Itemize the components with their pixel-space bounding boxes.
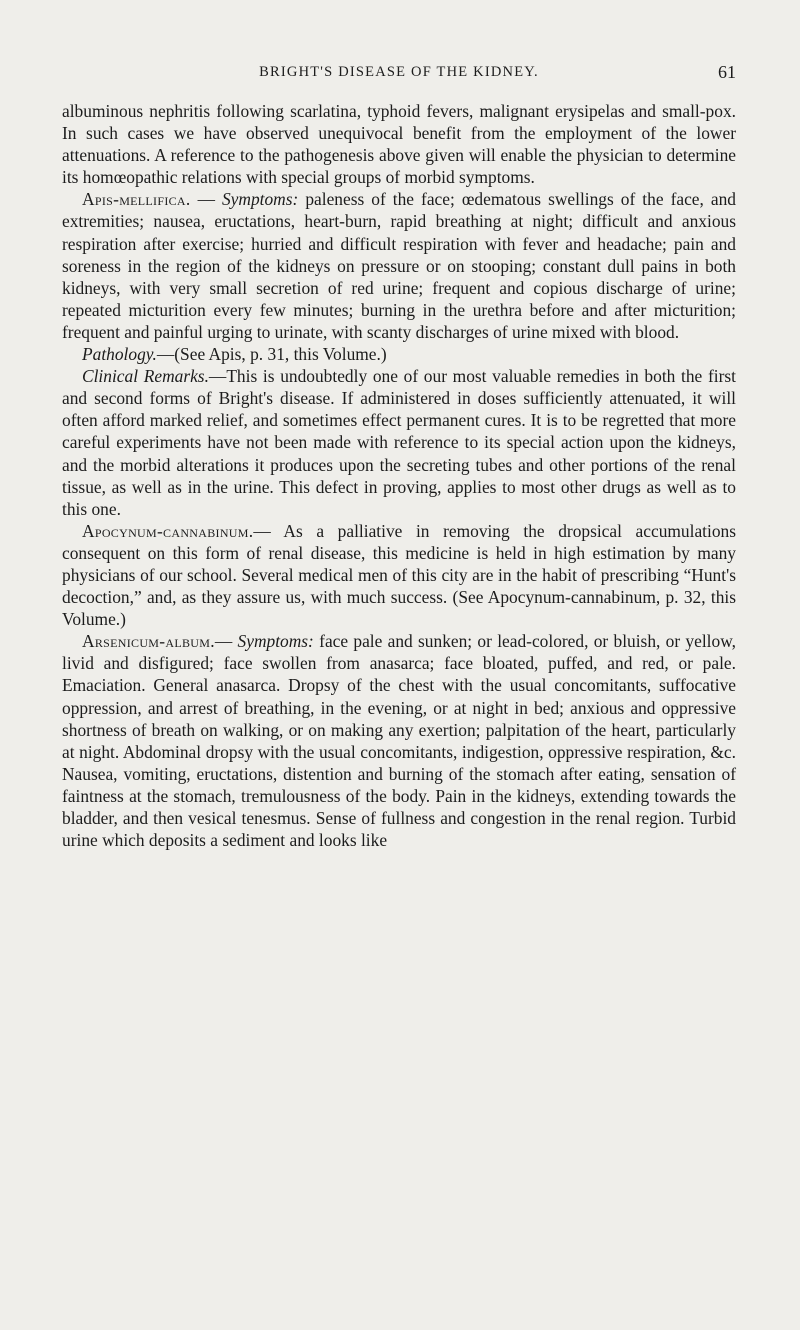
page-number: 61 <box>718 62 736 82</box>
arsenicum-dash: — <box>214 631 238 652</box>
remedy-name-apocynum: Apocynum-cannabinum. <box>82 520 254 541</box>
apis-symptoms-label: Symptoms: <box>221 189 299 210</box>
body-text <box>62 100 736 851</box>
apis-dash: — <box>190 189 222 210</box>
apis-symptoms-text: paleness of the face; œdematous swellings of the face, and extremities; nausea, eructations, heart-burn, rapid breathing at night; difficult and anxious respiration after exercise; hurried and difficult respiration with fever and headache; pain and soreness in the region of the kidneys on pressure or on stooping; constant dull pains in both kidneys, with very small secretion of red urine; frequent and copious discharge of urine; repeated micturition every few minutes; burning in the urethra before and after micturition; frequent and painful urging to urinate, with scanty discharges of urine mixed with blood. <box>62 189 736 342</box>
remedy-name-arsenicum: Arsenicum-album. <box>82 631 215 652</box>
paragraph-apocynum <box>62 520 736 630</box>
running-head: BRIGHT'S DISEASE OF THE KIDNEY. <box>259 64 539 80</box>
paragraph-clinical-remarks <box>62 365 736 520</box>
page-header <box>62 62 736 92</box>
pathology-label: Pathology. <box>82 344 157 365</box>
pathology-text: —(See Apis, p. 31, this Volume.) <box>156 344 387 365</box>
paragraph-intro: albuminous nephritis following scarlatina, typhoid fevers, malignant erysipelas and small-pox. In such cases we have observed unequivocal benefit from the employment of the lower attenuations. A reference to the pathogenesis above given will enable the physician to determine its homœopathic relations with special groups of morbid symptoms. <box>62 101 736 188</box>
arsenicum-symptoms-text: face pale and sunken; or lead-colored, or bluish, or yellow, livid and disfigured; face swollen from anasarca; face bloated, puffed, and red, or pale. Emaciation. General anasarca. Dropsy of the chest with the usual concomitants, suffocative oppression, and arrest of breathing, in the evening, or at night in bed; anxious and oppressive shortness of breath on walking, or on making any exertion; palpitation of the heart, particularly at night. Abdominal dropsy with the usual concomitants, indigestion, oppressive respiration, &c. Nausea, vomiting, eructations, distention and burning of the stomach after eating, sensation of faintness at the stomach, tremulousness of the body. Pain in the kidneys, extending towards the bladder, and then vesical tenesmus. Sense of fullness and congestion in the renal region. Turbid urine which deposits a sediment and looks like <box>62 631 736 851</box>
paragraph-apis <box>62 188 736 343</box>
paragraph-pathology <box>62 343 736 365</box>
clinical-remarks-text: —This is undoubtedly one of our most valuable remedies in both the first and second forms of Bright's disease. If administered in doses sufficiently attenuated, it will often afford marked relief, and sometimes effect permanent cures. It is to be regretted that more careful experiments have not been made with reference to its special action upon the kidneys, and the morbid alterations it produces upon the secreting tubes and other portions of the renal tissue, as well as in the urine. This defect in proving, applies to most other drugs as well as to this one. <box>62 366 736 519</box>
apocynum-text: — As a palliative in removing the dropsical accumulations consequent on this form of renal disease, this medicine is held in high estimation by many physicians of our school. Several medical men of this city are in the habit of prescribing “Hunt's decoction,” and, as they assure us, with much success. (See Apocynum-cannabinum, p. 32, this Volume.) <box>62 520 736 630</box>
remedy-name-apis: Apis-mellifica. <box>82 189 191 210</box>
clinical-remarks-label: Clinical Remarks. <box>82 366 209 387</box>
arsenicum-symptoms-label: Symptoms: <box>237 631 314 652</box>
paragraph-arsenicum <box>62 630 736 851</box>
